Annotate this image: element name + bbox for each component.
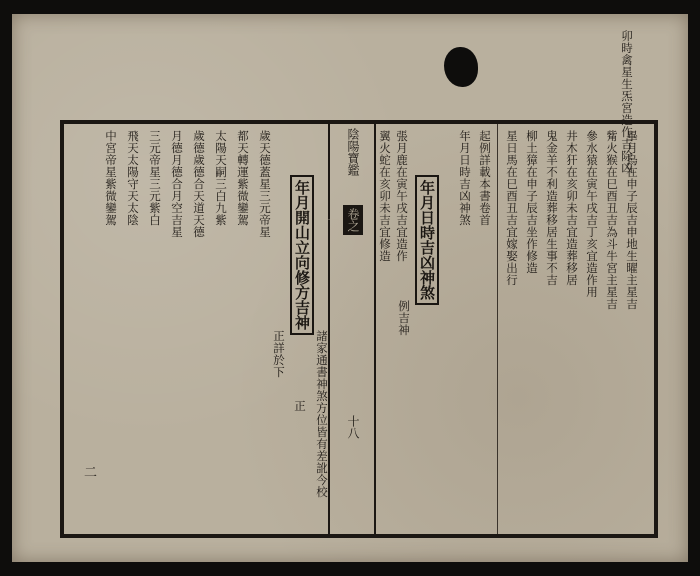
page-number: 十八 <box>346 415 360 439</box>
bottom-mark: 二 <box>81 465 96 479</box>
text-column: 諸家通書神煞方位皆有差訛今校 <box>315 330 329 498</box>
text-column: 井木犴在亥卯未吉宜造葬移居 <box>565 130 579 286</box>
text-column: 月德月德合月空吉星 <box>170 130 184 238</box>
text-column: 正詳於下 <box>272 330 286 378</box>
text-column: 中宮帝星紫微鑾駕 <box>104 130 118 226</box>
text-column: 張月鹿在寅午戌吉宜造作 <box>395 130 409 262</box>
text-column: 太陽天嗣三白九紫 <box>214 130 228 226</box>
text-column: 卯時禽星生炁宮造作吉除凶 <box>620 30 634 174</box>
text-column: 起例詳載本書卷首 <box>478 130 492 226</box>
text-column: 觜火猴在巳酉丑吉為斗牛宮主星吉 <box>605 130 619 310</box>
text-column: 柳土獐在申子辰吉坐作修造 <box>525 130 539 274</box>
section-heading: 年月開山立向修方吉神 <box>290 175 314 335</box>
section-heading: 年月日時吉凶神煞 <box>415 175 439 305</box>
heading-subtitle: 正 <box>293 400 307 412</box>
text-column: 星日馬在巳酉丑吉宜嫁娶出行 <box>505 130 519 286</box>
heading-subtitle: 例吉神 <box>397 300 411 336</box>
text-column: 畢月烏在申子辰吉申地生曜主星吉 <box>625 130 639 310</box>
column-divider <box>497 124 498 534</box>
text-column: 飛天太陽守天太陰 <box>126 130 140 226</box>
text-column: 歲天德蓋星三元帝星 <box>258 130 272 238</box>
text-column: 三元帝星三元紫白 <box>148 130 162 226</box>
book-title: 陰陽寶鑑 <box>346 128 360 176</box>
text-column: 翼火蛇在亥卯未吉宜修造 <box>378 130 392 262</box>
center-fold-strip <box>328 120 376 538</box>
paper-hole <box>444 47 478 87</box>
text-column: 都天轉運紫微鑾駕 <box>236 130 250 226</box>
text-column: 歲德歲德合天道天德 <box>192 130 206 238</box>
text-column: 年月日時吉凶神煞 <box>458 130 472 226</box>
text-column: 參水猿在寅午戌吉丁亥宜造作用 <box>585 130 599 298</box>
volume-label: 卷之一 <box>343 205 363 235</box>
text-column: 鬼金羊不利造葬移居生事不吉 <box>545 130 559 286</box>
